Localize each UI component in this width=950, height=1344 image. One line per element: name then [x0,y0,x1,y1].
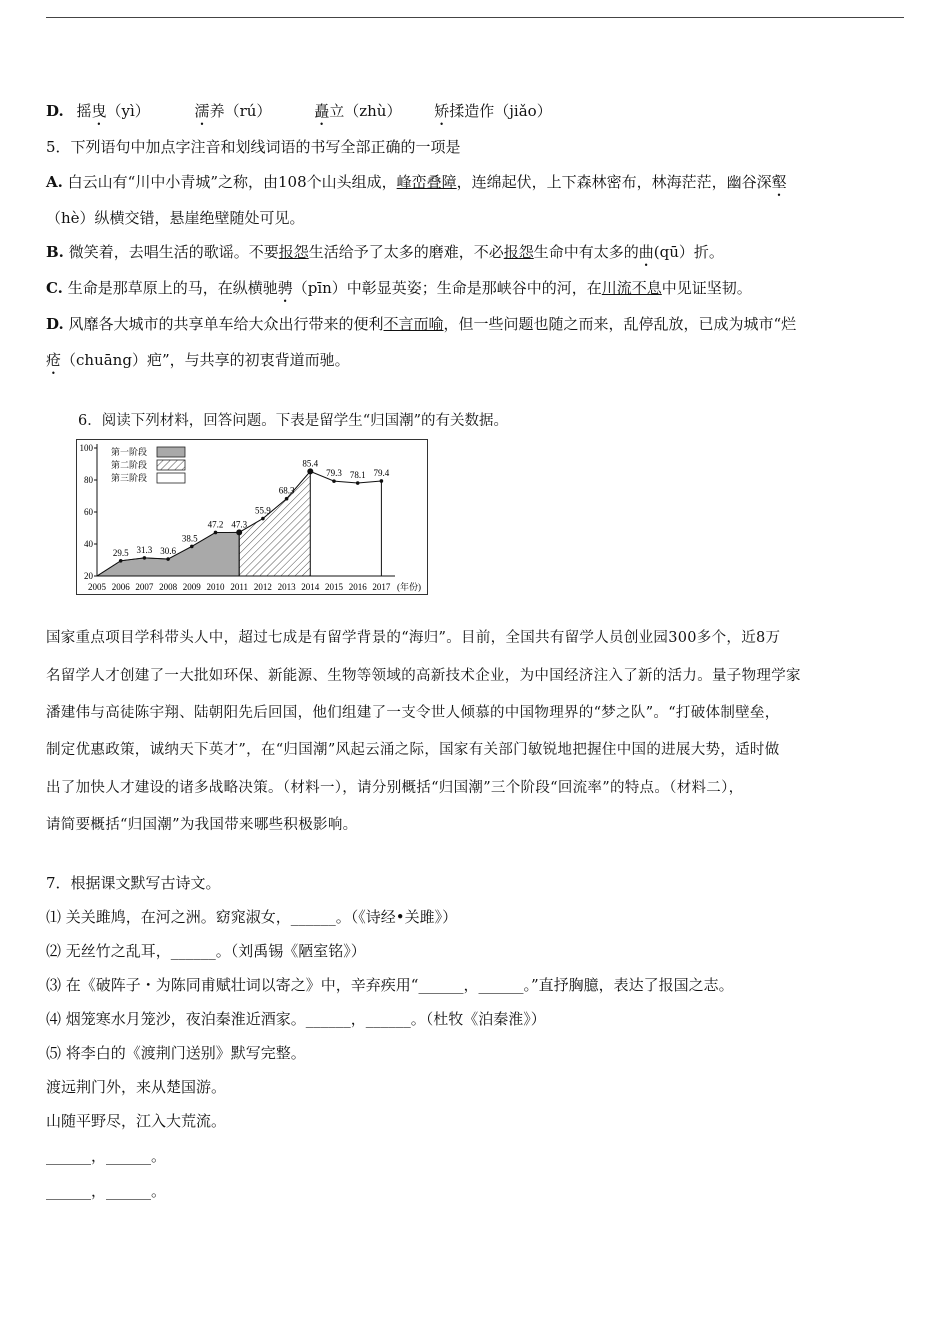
legend-swatch [157,460,185,470]
data-label: 31.3 [136,544,153,555]
data-point [307,468,313,474]
x-tick-label: 2007 [135,582,154,592]
option-text: 白云山有“川中小青城”之称，由108个山头组成， [67,173,397,191]
option-label: D. [46,315,64,333]
q6-stem: 6．阅读下列材料，回答问题。下表是留学生“归国潮”的有关数据。 [78,413,509,429]
dotted-char: 矗 [314,102,330,120]
data-point [166,557,170,561]
q5-option-d-line2 [46,350,350,378]
term-text: 揉造作（jiǎo） [449,102,552,120]
dotted-char: 曲 [638,243,654,261]
q7-stem: 7．根据课文默写古诗文。 [46,874,221,892]
option-text: ，但一些问题也随之而来，乱停乱放，已成为城市“烂 [443,315,797,333]
material-line: 国家重点项目学科带头人中，超过七成是有留学背景的“海归”。目前，全国共有留学人员创业园300多个，近8万 [46,630,781,646]
legend-swatch [157,473,185,483]
option-text: （pīn）中彰显英姿；生命是那峡谷中的河，在 [292,279,602,297]
x-tick-label: 2015 [325,582,343,592]
data-point [143,556,147,560]
option-text: 风靡各大城市的共享单车给大众出行带来的便利 [68,315,384,333]
term-text: 立（zhù） [329,102,402,120]
x-tick-label: 2017 [372,582,391,592]
option-label: C. [46,279,63,297]
x-tick-label: 2014 [301,582,320,592]
material-line: 名留学人才创建了一大批如环保、新能源、生物等领域的高新技术企业，为中国经济注入了新的活力。量子物理学家 [46,668,801,684]
q5-option-a-line2: （hè）纵横交错，悬崖绝壁随处可见。 [46,209,305,227]
q7-item: ⑴ 关关雎鸠，在河之洲。窈窕淑女，______。（《诗经•关雎》） [46,908,458,926]
data-label: 55.9 [255,505,271,516]
data-label: 79.4 [373,467,390,478]
data-label: 29.5 [112,547,129,558]
data-point [236,529,242,535]
legend-label: 第二阶段 [111,460,148,470]
data-label: 68.3 [278,485,295,496]
x-tick-label: 2016 [348,582,367,592]
y-tick-label: 60 [84,507,93,517]
q7-item: ⑸ 将李白的《渡荆门送别》默写完整。 [46,1044,306,1062]
q5-stem: 5．下列语句中加点字注音和划线词语的书写全部正确的一项是 [46,138,461,156]
underlined-term: 报怨 [278,243,309,261]
top-rule [46,17,904,18]
legend-swatch [157,447,185,457]
stage-area [239,471,310,576]
x-tick-label: 2011 [230,582,249,592]
x-unit-label: (年份) [397,582,421,592]
x-tick-label: 2008 [159,582,178,592]
option-text: ，连绵起伏，上下森林密布，林海茫茫，幽谷深 [456,173,772,191]
chart-svg [77,440,427,594]
dotted-char: 疮 [46,351,62,369]
q7-item: 山随平野尽，江入大荒流。 [46,1112,227,1130]
x-tick-label: 2005 [88,582,106,592]
material-line: 潘建伟与高徒陈宇翔、陆朝阳先后回国，他们组建了一支令世人倾慕的中国物理界的“梦之队”。“打破体制壁垒， [46,705,780,721]
x-tick-label: 2006 [111,582,130,592]
data-point [285,497,289,501]
q7-item: ⑶ 在《破阵子・为陈同甫赋壮词以寄之》中，辛弃疾用“______，______。”直抒胸臆，表达了报国之志。 [46,976,734,994]
term-text: （yì） [106,102,150,120]
option-text: 生命中有太多的 [533,243,639,261]
underlined-term: 川流不息 [601,279,662,297]
data-point [380,479,384,483]
material-line: 制定优惠政策，诚纳天下英才”，在“归国潮”风起云涌之际，国家有关部门敏锐地把握住中国的进展大势，适时做 [46,742,780,758]
x-tick-label: 2009 [182,582,201,592]
dotted-char: 矫 [434,102,450,120]
q5-option-d [46,314,796,334]
q7-item: ⑷ 烟笼寒水月笼沙，夜泊秦淮近酒家。______，______。（杜牧《泊秦淮》） [46,1010,546,1028]
legend-label: 第一阶段 [111,447,148,457]
stage-area [310,471,381,576]
return-rate-chart [76,439,428,595]
data-label: 79.3 [326,468,342,479]
option-text: （chuāng）疤”，与共享的初衷背道而驰。 [61,351,350,369]
option-text: 生命是那草原上的马，在纵横驰 [67,279,278,297]
q4-option-d [46,101,552,129]
x-tick-label: 2010 [206,582,225,592]
data-label: 47.2 [207,519,224,530]
option-text: 中见证坚韧。 [661,279,752,297]
y-tick-label: 40 [84,539,93,549]
legend-label: 第三阶段 [111,473,148,483]
data-point [261,517,265,521]
data-label: 47.3 [231,519,248,530]
dotted-char: 壑 [771,173,787,191]
underlined-term: 报怨 [503,243,534,261]
option-text: 生活给予了太多的磨难，不必 [308,243,504,261]
data-point [214,531,218,535]
x-tick-label: 2013 [277,582,296,592]
x-tick-label: 2012 [253,582,272,592]
data-point [190,545,194,549]
option-label: B. [46,243,64,261]
data-label: 78.1 [349,470,366,481]
data-point [356,481,360,485]
data-point [332,479,336,483]
material-line: 出了加快人才建设的诸多战略决策。（材料一），请分别概括“归国潮”三个阶段“回流率”的特点。（材料二）， [46,780,744,796]
data-label: 30.6 [160,546,176,557]
option-label: A. [46,173,63,191]
y-tick-label: 100 [79,443,93,453]
q5-option-c [46,278,752,306]
y-tick-label: 80 [84,475,93,485]
q7-item: ⑵ 无丝竹之乱耳，______。（刘禹锡《陋室铭》） [46,942,366,960]
dotted-char: 骋 [277,279,293,297]
data-label: 38.5 [181,533,198,544]
option-label: D. [46,102,64,120]
dotted-char: 濡 [194,102,210,120]
term-text: 养（rú） [209,102,272,120]
dotted-char: 曳 [91,102,107,120]
underlined-term: 不言而喻 [383,315,444,333]
y-tick-label: 20 [84,571,93,581]
q5-option-a [46,172,787,200]
q7-item: ______，______。 [46,1182,167,1200]
material-line: 请简要概括“归国潮”为我国带来哪些积极影响。 [46,817,358,833]
option-text: (qū）折。 [653,243,724,261]
data-label: 85.4 [302,458,319,469]
option-text: 微笑着，去唱生活的歌谣。不要 [68,243,279,261]
q7-item: ______，______。 [46,1147,167,1165]
q7-item: 渡远荆门外，来从楚国游。 [46,1078,227,1096]
underlined-term: 峰峦叠障 [396,173,457,191]
q5-option-b [46,242,724,270]
term-text: 摇 [76,102,92,120]
data-point [119,559,123,563]
